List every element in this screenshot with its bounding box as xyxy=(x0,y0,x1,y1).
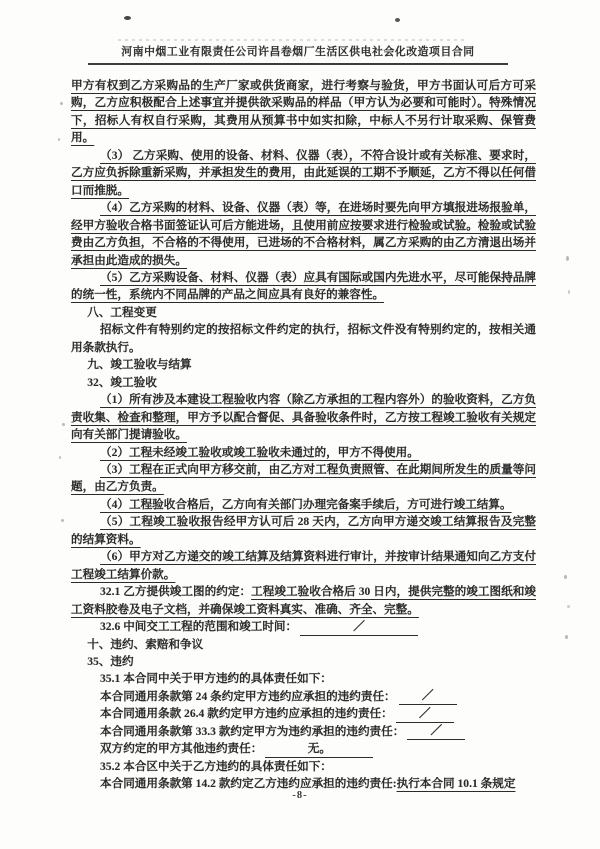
para-35-1-party-a-breach: 35.1 本合同中关于甲方违约的具体责任如下： xyxy=(100,672,332,686)
para-item-2-unaccepted-use: （2）工程未经竣工验收或竣工验收未通过的，甲方不得使用。 xyxy=(100,445,419,459)
para-clause-14-2-liability: 本合同通用条款第 14.2 款约定乙方违约应承担的违约责任:执行本合同 10.1 条规定 xyxy=(100,777,516,791)
fill-in-blank: 无。 xyxy=(265,742,373,758)
scan-speck xyxy=(564,575,567,579)
fill-in-blank: ／ xyxy=(399,689,457,705)
heading-section-8-project-changes: 八、工程变更 xyxy=(87,305,157,319)
para-item-1-acceptance-data: （1）所有涉及本建设工程验收内容（除乙方承担的工程内容外）的验收资料，乙方负责收集、检查和整理，甲方予以配合督促、具备验收条件时，乙方按工程竣工验收有关规定向有关部门提请验收。 xyxy=(71,393,536,442)
heading-clause-35-breach: 35、违约 xyxy=(87,654,134,668)
scan-speck xyxy=(567,605,570,608)
scan-speck xyxy=(566,256,569,261)
page-footer xyxy=(0,790,600,801)
scan-speck xyxy=(58,138,60,141)
para-32-6-interim-handover: 32.6 中间交工工程的范围和竣工时间： ／ xyxy=(71,618,536,635)
para-item-4-material-entry-inspection: （4）乙方采购的材料、设备、仪器（表）等，在进场时要先向甲方填报进场报验单，经甲方验收合格书面签证认可后方能进场，且使用前应按要求进行检验或试验。检验或试验费由乙方负担，不合格的不得使用，已进场的不合格材料，属乙方采购的由乙方清退出场并承担由此造成的损失。 xyxy=(71,201,536,267)
para-item-6-audit-payment: （6）甲方对乙方递交的竣工结算及结算资料进行审计，并按审计结果通知向乙方支付工程竣工结算价款。 xyxy=(71,550,536,581)
scan-speck xyxy=(395,18,400,22)
heading-section-9-completion-acceptance: 九、竣工验收与结算 xyxy=(87,358,192,372)
page-number: -8- xyxy=(292,790,308,801)
document-title: 河南中烟工业有限责任公司许昌卷烟厂生活区供电社会化改造项目合同 xyxy=(121,46,475,58)
scan-speck xyxy=(568,290,570,294)
fill-in-blank: ／ xyxy=(396,707,454,723)
page-header xyxy=(88,44,508,65)
fill-in-blank: ／ xyxy=(407,724,465,740)
para-clause-26-4-liability: 本合同通用条款 26.4 款约定甲方违约应承担的违约责任： ／ xyxy=(71,705,536,722)
scan-noise-line xyxy=(118,39,464,41)
para-item-3-equipment-nonconforming: （3） 乙方采购、使用的设备、材料、仪器（表），不符合设计或有关标准、要求时，乙方应负拆除重新采购，并承担发生的费用，由此延误的工期不予顺延，乙方不得以任何借口而推脱。 xyxy=(71,148,536,197)
scan-speck xyxy=(124,16,131,20)
para-item-5-brand-consistency: （5）乙方采购设备、材料、仪器（表）应具有国际或国内先进水平，尽可能保持品牌的统一性，系统内不同品牌的产品之间应具有良好的兼容性。 xyxy=(71,270,536,302)
para-35-2-party-b-breach: 35.2 本合区中关于乙方违约的具体责任如下： xyxy=(100,759,332,773)
fill-in-blank: ／ xyxy=(300,620,418,636)
heading-section-10-breach-claims-disputes: 十、违约、索赔和争议 xyxy=(87,637,204,651)
para-item-5-settlement-report-28days: （5）工程竣工验收报告经甲方认可后 28 天内，乙方向甲方递交竣工结算报告及完整的结算资料。 xyxy=(71,515,536,546)
scan-speck xyxy=(60,102,63,105)
para-owner-procurement-rights: 甲方有权到乙方采购品的生产厂家或供货商家，进行考察与验货，甲方书面认可后方可采购，乙方应积极配合上述事宜并提供欲采购品的样品（甲方认为必要和可能时）。特殊情况下，招标人有权自行采购，其费用从预算书中如实扣除，中标人不另行计取采购、保管费用。 xyxy=(71,79,536,145)
para-bidding-document-stipulation: 招标文件有特别约定的按招标文件约定的执行，招标文件没有特别约定的，按相关通用条款执行。 xyxy=(71,323,536,354)
scan-speck xyxy=(59,456,61,459)
para-clause-24-liability: 本合同通用条款第 24 条约定甲方违约应承担的违约责任： ／ xyxy=(71,688,536,705)
contract-body xyxy=(71,77,536,793)
scan-speck xyxy=(61,519,64,522)
heading-clause-32-completion-acceptance: 32、竣工验收 xyxy=(87,375,157,389)
para-item-3-care-before-handover: （3）工程在正式向甲方移交前，由乙方对工程负责照管、在此期间所发生的质量等问题，由乙方负责。 xyxy=(71,462,536,494)
scan-speck xyxy=(565,635,568,639)
scan-speck xyxy=(62,423,65,426)
para-item-4-filing-settlement: （4）工程验收合格后，乙方向有关部门办理完备案手续后，方可进行竣工结算。 xyxy=(100,497,512,511)
para-clause-33-3-liability: 本合同通用条款第 33.3 款约定甲方为违约承担的违约责任： ／ xyxy=(71,723,536,740)
para-32-1-asbuilt-drawings: 32.1 乙方提供竣工图的约定：工程竣工验收合格后 30 日内，提供完整的竣工图纸和竣工资料胶卷及电子文档，并确保竣工资料真实、准确、齐全、完整。 xyxy=(71,585,536,616)
para-other-liability: 双方约定的甲方其他违约责任： 无。 xyxy=(71,740,536,757)
